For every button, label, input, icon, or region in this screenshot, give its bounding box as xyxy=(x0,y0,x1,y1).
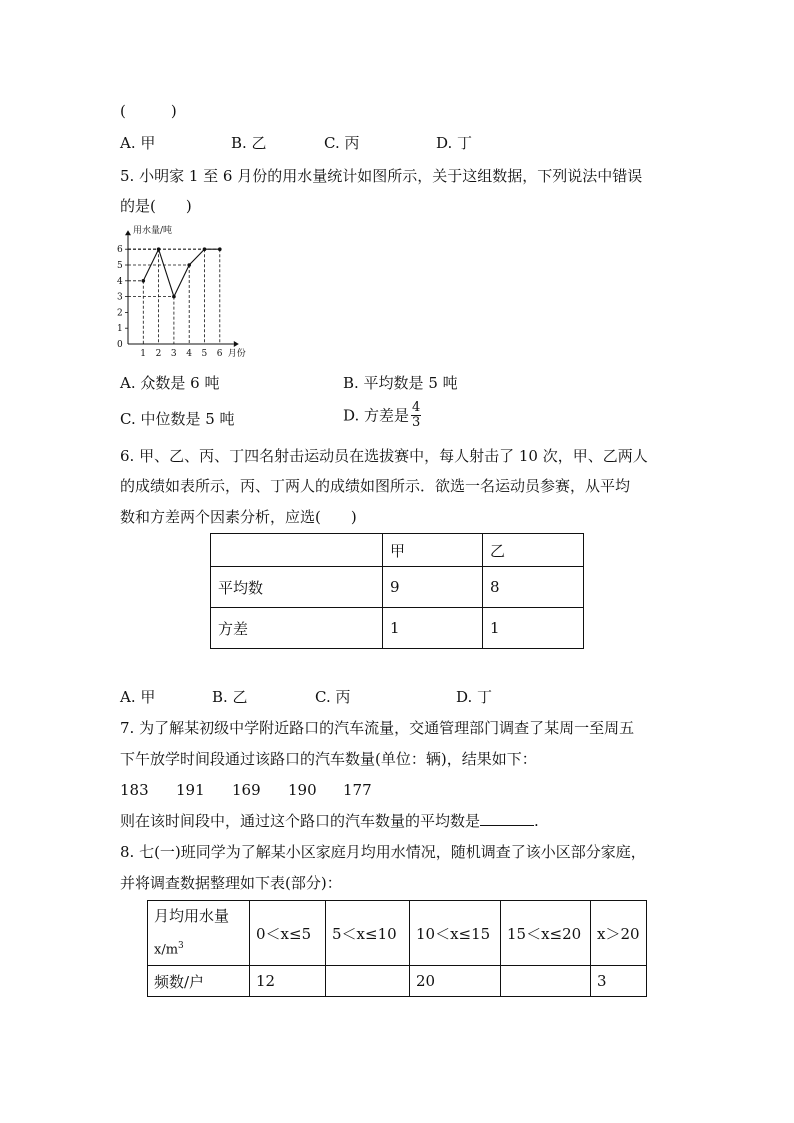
y-tick-label: 1 xyxy=(117,324,123,335)
q5-stem-line1: 5. 小明家 1 至 6 月份的用水量统计如图所示，关于这组数据，下列说法中错误 xyxy=(120,167,643,185)
q4-answer-paren: ( ) xyxy=(120,102,177,120)
x-tick-label: 3 xyxy=(170,349,177,359)
table-cell: 20 xyxy=(410,966,501,997)
q6-option-b: B. 乙 xyxy=(212,688,248,706)
table-row xyxy=(211,567,584,608)
table-header-jia: 甲 xyxy=(383,534,483,567)
x-axis-arrow xyxy=(234,341,239,347)
q7-stem-line1: 7. 为了解某初级中学附近路口的汽车流量，交通管理部门调查了某周一至周五 xyxy=(120,719,635,737)
y-tick-label: 3 xyxy=(117,292,123,303)
y-tick-label: 6 xyxy=(117,245,123,256)
table-cell: 0＜x≤5 xyxy=(250,901,326,966)
table-cell: 平均数 xyxy=(211,567,383,608)
fraction-denominator: 3 xyxy=(412,415,421,430)
q8-stem-line2: 并将调查数据整理如下表(部分)： xyxy=(120,874,342,892)
header-unit-text: x/m xyxy=(154,942,179,958)
data-point xyxy=(218,247,222,251)
table-cell: 9 xyxy=(383,567,483,608)
q6-stem-line3: 数和方差两个因素分析，应选( ) xyxy=(120,508,357,526)
q5-option-a: A. 众数是 6 吨 xyxy=(120,374,220,392)
data-point xyxy=(172,295,176,299)
table-cell: 3 xyxy=(591,966,647,997)
x-tick-label: 4 xyxy=(186,349,192,359)
q6-option-c: C. 丙 xyxy=(315,688,351,706)
table-cell: 12 xyxy=(250,966,326,997)
q7-stem-line3 xyxy=(120,811,539,831)
x-axis-label: 月份 xyxy=(227,349,246,359)
q7-question-text: 则在该时间段中，通过这个路口的汽车数量的平均数是 xyxy=(120,812,481,830)
header-label-text: 月均用水量 xyxy=(154,907,230,925)
table-cell: 5＜x≤10 xyxy=(326,901,410,966)
y-tick-label: 0 xyxy=(117,340,123,350)
q5-option-d xyxy=(343,401,421,430)
q4-option-b: B. 乙 xyxy=(231,134,267,152)
q7-answer-blank xyxy=(480,811,534,826)
series-line xyxy=(143,249,220,296)
y-tick-label: 5 xyxy=(117,261,123,271)
table-cell: x＞20 xyxy=(591,901,647,966)
q6-stem-line2: 的成绩如表所示，丙、丁两人的成绩如图所示．欲选一名运动员参赛，从平均 xyxy=(120,477,631,495)
data-point xyxy=(157,247,161,251)
data-point xyxy=(203,247,207,251)
table-row xyxy=(211,534,584,567)
table-header-yi: 乙 xyxy=(483,534,584,567)
q7-value: 177 xyxy=(343,781,372,799)
header-unit xyxy=(154,931,249,965)
x-tick-label: 2 xyxy=(155,349,162,359)
table-row xyxy=(148,966,647,997)
q6-score-table xyxy=(210,533,584,649)
q5-water-chart xyxy=(112,222,272,362)
q7-value: 169 xyxy=(232,781,261,799)
q5-stem-line2: 的是( ) xyxy=(120,197,192,215)
table-row xyxy=(211,608,584,649)
q6-option-d: D. 丁 xyxy=(456,688,493,706)
table-cell: 1 xyxy=(383,608,483,649)
q7-value: 183 xyxy=(120,781,149,799)
y-tick-label: 4 xyxy=(117,276,123,287)
q8-frequency-table xyxy=(147,900,647,997)
q4-option-c: C. 丙 xyxy=(324,134,360,152)
q4-option-d: D. 丁 xyxy=(436,134,473,152)
table-cell: 方差 xyxy=(211,608,383,649)
q4-option-a: A. 甲 xyxy=(120,134,156,152)
data-point xyxy=(142,279,146,283)
header-unit-sup: 3 xyxy=(178,941,184,951)
table-cell: 10＜x≤15 xyxy=(410,901,501,966)
table-row xyxy=(148,901,647,966)
table-cell xyxy=(501,966,591,997)
y-tick-label: 2 xyxy=(117,308,123,319)
q8-stem-line1: 8. 七(一)班同学为了解某小区家庭月均用水情况，随机调查了该小区部分家庭， xyxy=(120,843,646,861)
x-tick-label: 6 xyxy=(216,349,223,359)
q5-option-c: C. 中位数是 5 吨 xyxy=(120,410,235,428)
table-header-label xyxy=(148,901,250,966)
q5-option-d-text: D. 方差是 xyxy=(343,406,410,425)
q5-option-b: B. 平均数是 5 吨 xyxy=(343,374,458,392)
table-cell xyxy=(326,966,410,997)
y-axis-label: 用水量/吨 xyxy=(133,226,173,237)
q7-stem-line2: 下午放学时间段通过该路口的汽车数量(单位：辆)，结果如下： xyxy=(120,750,537,768)
q7-value: 191 xyxy=(176,781,205,799)
data-point xyxy=(187,263,191,267)
table-cell: 1 xyxy=(483,608,584,649)
q5-variance-fraction xyxy=(411,401,421,430)
x-tick-label: 1 xyxy=(140,349,147,359)
table-cell: 15＜x≤20 xyxy=(501,901,591,966)
table-cell xyxy=(211,534,383,567)
y-axis-arrow xyxy=(125,230,131,235)
x-tick-label: 5 xyxy=(201,349,208,359)
fraction-numerator: 4 xyxy=(412,400,421,415)
q7-end-mark: . xyxy=(534,812,539,830)
q6-option-a: A. 甲 xyxy=(120,688,156,706)
q7-value: 190 xyxy=(288,781,317,799)
table-cell: 频数/户 xyxy=(148,966,250,997)
table-cell: 8 xyxy=(483,567,584,608)
q6-stem-line1: 6. 甲、乙、丙、丁四名射击运动员在选拔赛中，每人射击了 10 次，甲、乙两人 xyxy=(120,447,648,465)
